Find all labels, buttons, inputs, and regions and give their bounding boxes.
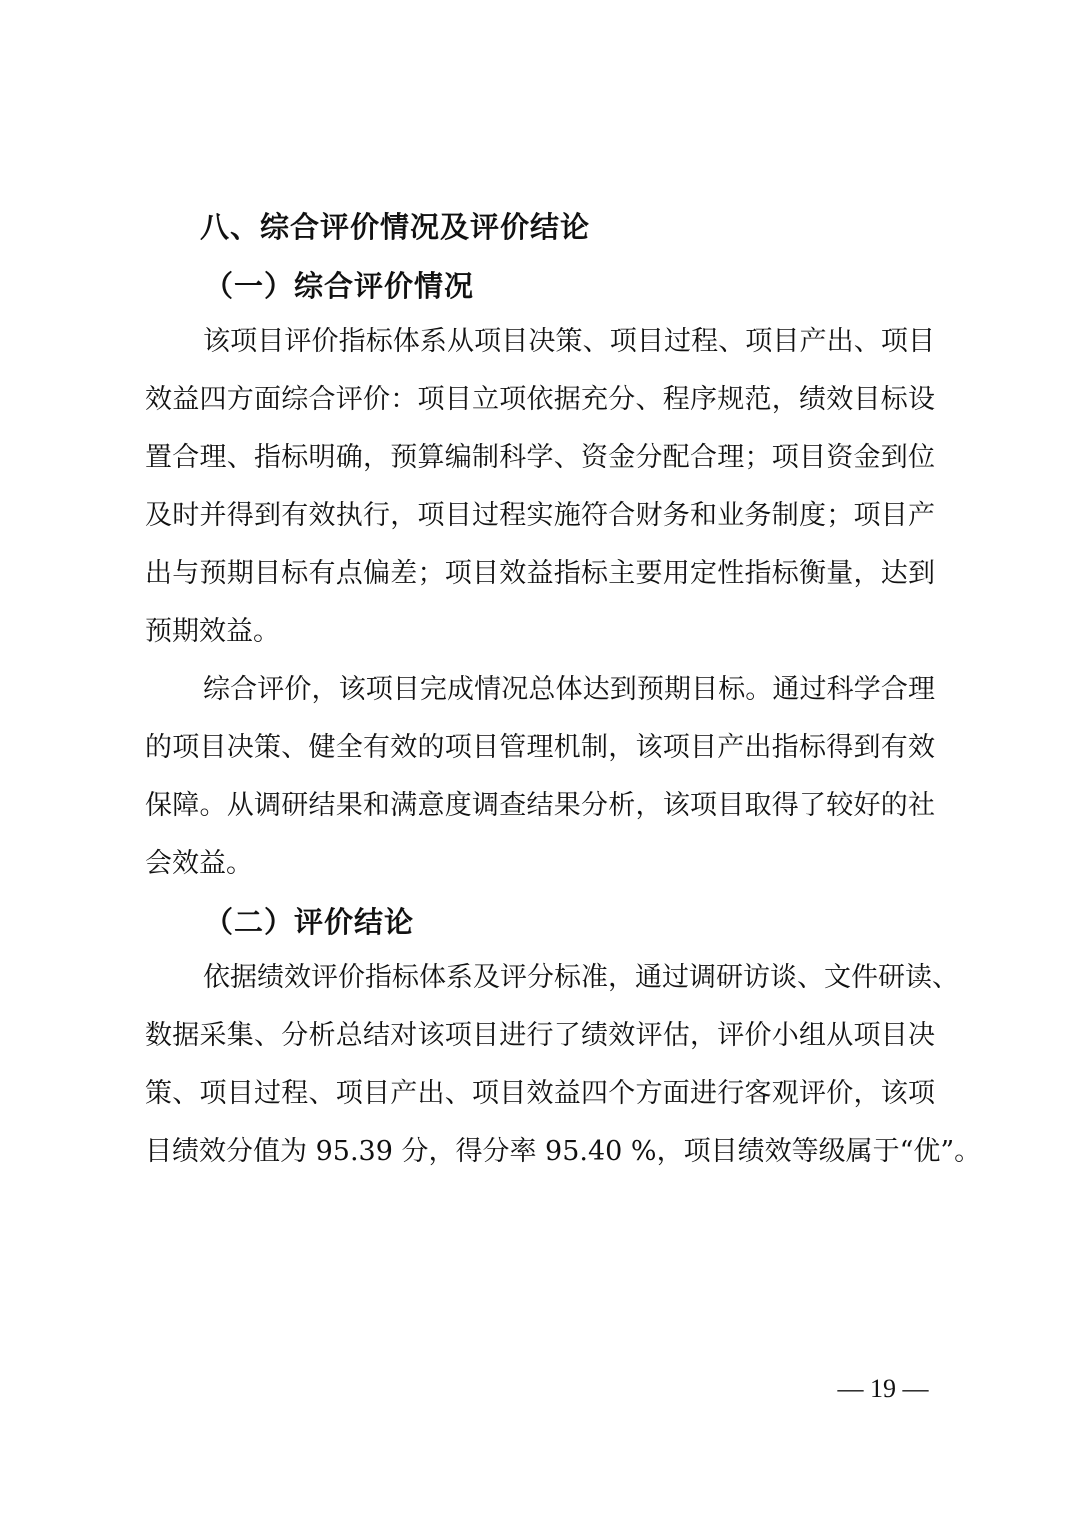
section-heading: 八、综合评价情况及评价结论 [200,210,591,244]
text-line: 会效益。 [145,848,253,879]
text-line: 策、项目过程、项目产出、项目效益四个方面进行客观评价，该项 [145,1078,935,1109]
text-line: 出与预期目标有点偏差；项目效益指标主要用定性指标衡量，达到 [145,558,935,589]
text-line: 该项目评价指标体系从项目决策、项目过程、项目产出、项目 [203,326,935,357]
text-line: 置合理、指标明确，预算编制科学、资金分配合理；项目资金到位 [145,442,935,473]
text-line: 依据绩效评价指标体系及评分标准，通过调研访谈、文件研读、 [203,962,959,993]
text-line: 的项目决策、健全有效的项目管理机制，该项目产出指标得到有效 [145,732,935,763]
subsection-heading-2: （二）评价结论 [204,905,415,939]
text-line: 目绩效分值为 95.39 分，得分率 95.40 %，项目绩效等级属于“优”。 [145,1136,982,1167]
text-line: 综合评价，该项目完成情况总体达到预期目标。通过科学合理 [203,674,935,705]
text-line: 保障。从调研结果和满意度调查结果分析，该项目取得了较好的社 [145,790,935,821]
text-line: 及时并得到有效执行，项目过程实施符合财务和业务制度；项目产 [145,500,935,531]
text-line: 数据采集、分析总结对该项目进行了绩效评估，评价小组从项目决 [145,1020,935,1051]
text-line: 效益四方面综合评价：项目立项依据充分、程序规范，绩效目标设 [145,384,935,415]
text-line: 预期效益。 [145,616,280,647]
page-number: — 19 — [837,1374,929,1403]
subsection-heading-1: （一）综合评价情况 [204,269,475,303]
